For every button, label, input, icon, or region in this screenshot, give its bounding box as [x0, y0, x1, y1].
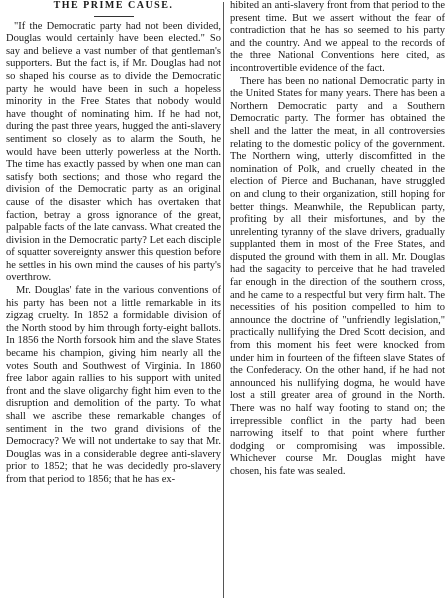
article-headline: THE PRIME CAUSE.: [53, 0, 174, 11]
paragraph-3: There has been no national Democratic party in the United States for many years. There has been a Northern Democratic party and a Southern Democratic party. The former has obtained the shell and the latter the meat, in all controversies relating to the domestic policy of the government. The Northern wing, utterly discomfitted in the nomination of Polk, and cruelly cheated in the election of Pierce and Buchanan, have struggled on and clung to their organization, still hoping for better things. Meanwhile, the Republican party, profiting by all their misfortunes, and by the unrelenting tyranny of the slave drivers, gradually supplanted them in most of the Free States, and disputed the ground with them in all. Mr. Douglas had the sagacity to perceive that he had traveled far enough in the direction of the southern cross, and he came to a respectful but very firm halt. The necessities of his position compelled to him to announce the doctrine of "unfriendly legislation," practically nullifying the Dred Scott decision, and from this moment his feet were knocked from under him in fourteen of the fifteen slave States of the Confederacy. On the other hand, if he had not announced his nullifying dogma, he would have lost a still greater area of ground in the North. There was no half way footing to stand on; the irrepressible conflict in the party had been narrowing itself to that point where further dodging or compromising was impossible. Whichever course Mr. Douglas might have chosen, his fate was sealed.: [230, 75, 445, 477]
paragraph-1: "If the Democratic party had not been divided, Douglas would certainly have been elected." So say and believe a vast number of that gentleman's supporters. But the fact is, if Mr. Douglas had not so shaped his course as to divide the Democratic party he would have been in such a hopeless minority in the Free States that nobody would have thought of nominating him. If he had not, during the past three years, hugged the anti-slavery sentiment so closely as to alarm the South, he would have been utterly powerless at the North. The time has exactly passed by when one man can satisfy both sections; and those who regard the division of the Democratic party as an original cause of the disaster which has overtaken that faction, betray a gross ignorance of the great, palpable facts of the late canvass. What created the division in the Democratic party? Let each disciple of squatter sovereignty answer this question before he settles in his own mind the causes of his party's overthrow.: [6, 20, 221, 284]
left-column: [6, 0, 221, 487]
paragraph-2-continued: hibited an anti-slavery front from that period to the present time. But we assert without the fear of contradiction that he has so seemed to his party and the country. And we appeal to the records of the three National Conventions here cited, as incontrovertible evidence of the fact.: [230, 0, 445, 74]
column-divider: [223, 2, 224, 598]
paragraph-2: Mr. Douglas' fate in the various conventions of his party has been not a little remarkable in its zigzag cruelty. In 1852 a formidable division of the North stood by him through forty-eight ballots. In 1856 the North forsook him and the slave States became his champion, giving him nearly all the votes South and Southwest of Virginia. In 1860 free labor again rallies to his support with united front and the slave oligarchy fight him even to the disruption and demolition of the party. To what shall we ascribe these remarkable changes of sentiment in the two grand divisions of the Democracy? We will not undertake to say that Mr. Douglas was in a considerable degree anti-slavery prior to 1852; that he was decidedly pro-slavery from that period to 1856; that he has ex-: [6, 285, 221, 485]
right-column: [230, 0, 445, 479]
headline-rule: [94, 16, 134, 17]
